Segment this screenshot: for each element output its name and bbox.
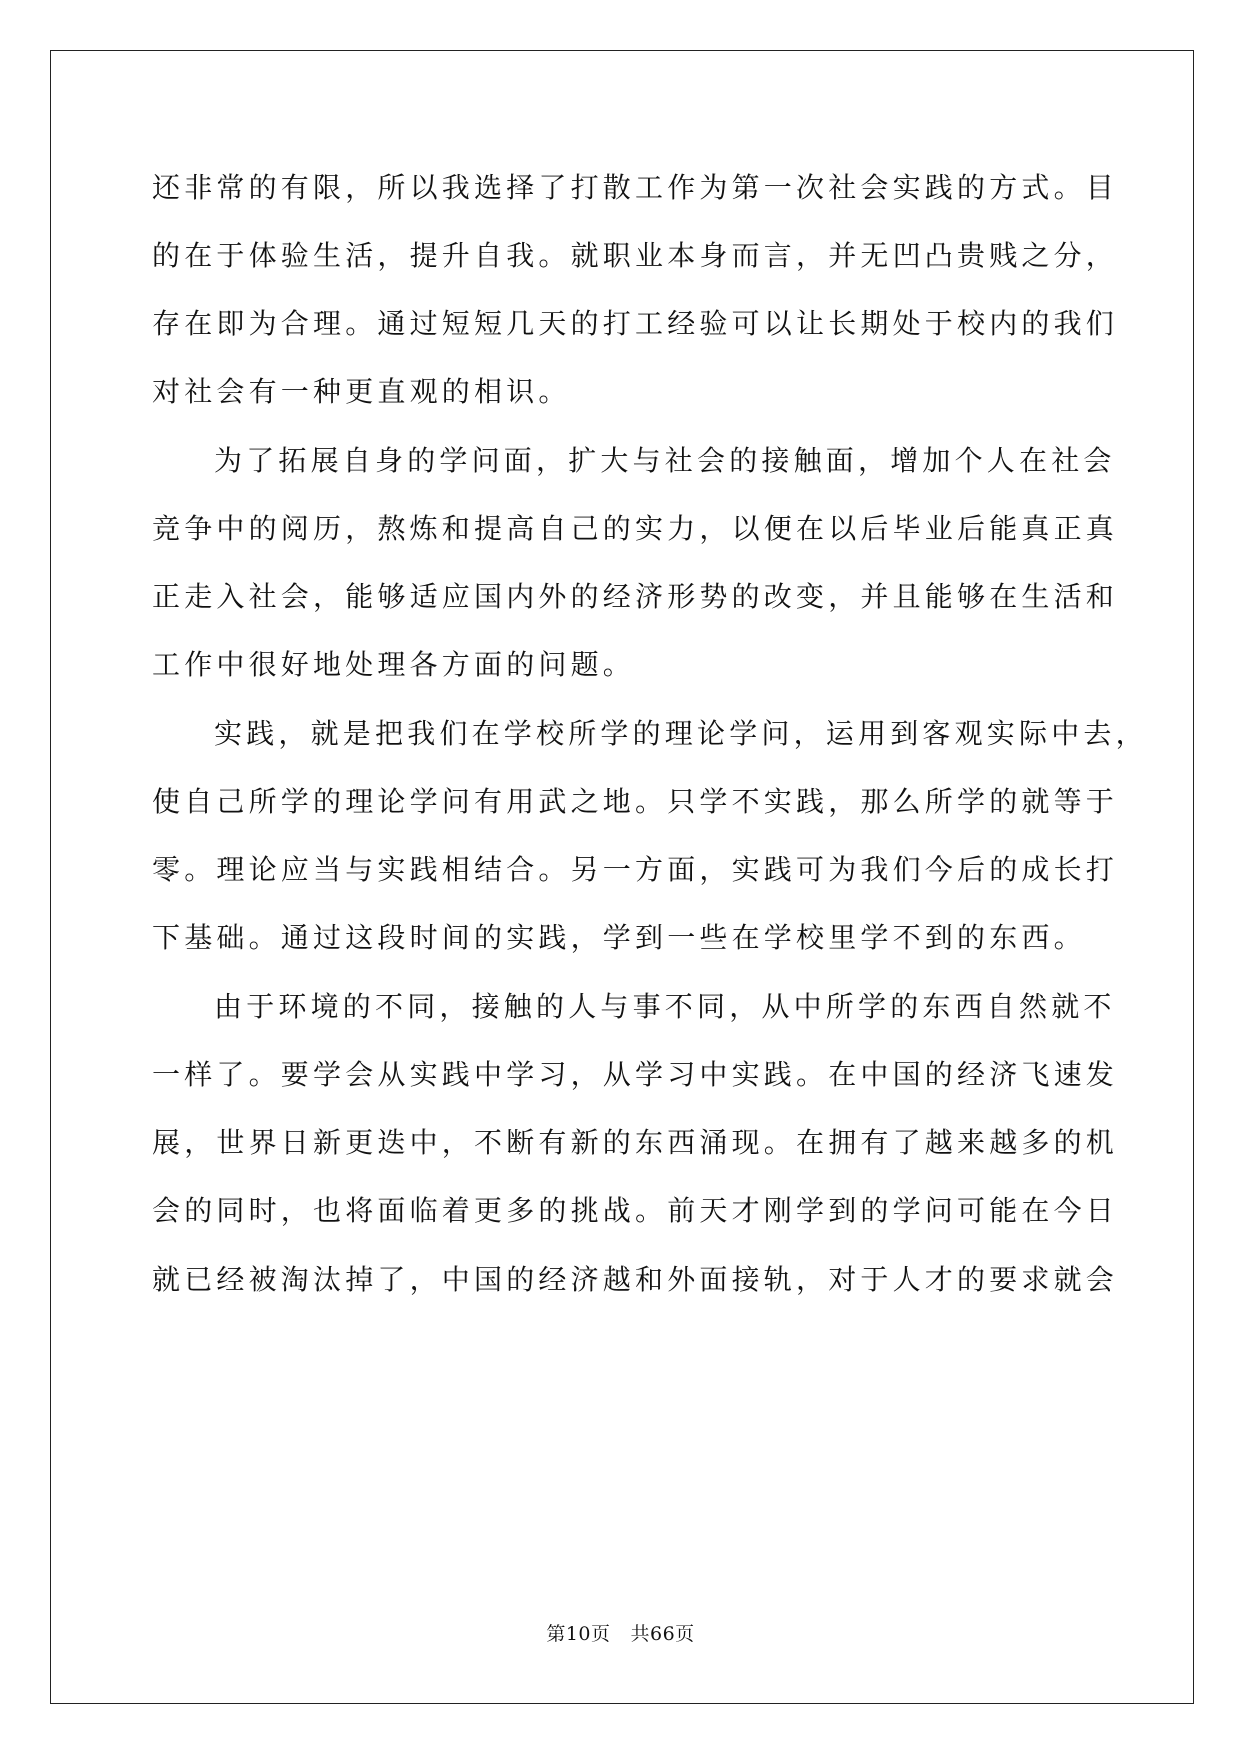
text-line: 竞争中的阅历，熬炼和提高自己的实力，以便在以后毕业后能真正真 <box>152 512 1119 545</box>
paragraph-first-line: 由于环境的不同，接触的人与事不同，从中所学的东西自然就不 <box>214 990 1116 1023</box>
text-line: 就已经被淘汰掉了，中国的经济越和外面接轨，对于人才的要求就会 <box>152 1263 1119 1296</box>
text-line: 零。理论应当与实践相结合。另一方面，实践可为我们今后的成长打 <box>152 853 1119 886</box>
page-total: 共66页 <box>630 1623 695 1645</box>
paragraph-first-line: 实践，就是把我们在学校所学的理论学问，运用到客观实际中去， <box>214 717 1148 750</box>
text-line: 一样了。要学会从实践中学习，从学习中实践。在中国的经济飞速发 <box>152 1058 1119 1091</box>
text-line: 使自己所学的理论学问有用武之地。只学不实践，那么所学的就等于 <box>152 785 1119 818</box>
paragraph-first-line: 为了拓展自身的学问面，扩大与社会的接触面，增加个人在社会 <box>214 444 1116 477</box>
text-line: 下基础。通过这段时间的实践，学到一些在学校里学不到的东西。 <box>152 921 1086 954</box>
text-line: 存在即为合理。通过短短几天的打工经验可以让长期处于校内的我们 <box>152 307 1119 340</box>
text-line: 的在于体验生活，提升自我。就职业本身而言，并无凹凸贵贱之分， <box>152 239 1119 272</box>
text-line: 展，世界日新更迭中，不断有新的东西涌现。在拥有了越来越多的机 <box>152 1126 1119 1159</box>
text-line: 工作中很好地处理各方面的问题。 <box>152 648 636 681</box>
text-line: 还非常的有限，所以我选择了打散工作为第一次社会实践的方式。目 <box>152 171 1119 204</box>
text-line: 会的同时，也将面临着更多的挑战。前天才刚学到的学问可能在今日 <box>152 1194 1119 1227</box>
text-line: 正走入社会，能够适应国内外的经济形势的改变，并且能够在生活和 <box>152 580 1119 613</box>
page-number: 第10页 <box>546 1623 611 1645</box>
page-footer <box>0 1622 1241 1646</box>
text-line: 对社会有一种更直观的相识。 <box>152 375 571 408</box>
